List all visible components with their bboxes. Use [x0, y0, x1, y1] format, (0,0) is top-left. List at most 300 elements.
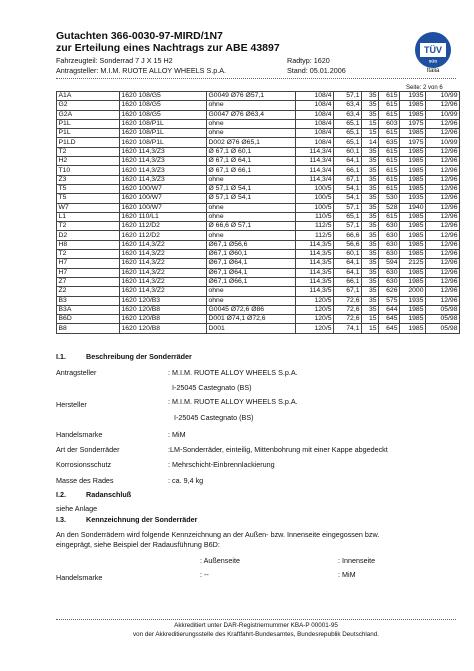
table-cell: 1620 120/B8 — [120, 315, 207, 324]
table-cell: 112/5 — [296, 231, 334, 240]
table-cell: B8 — [57, 324, 120, 333]
table-cell: 108/4 — [296, 138, 334, 147]
table-cell: T5 — [57, 184, 120, 193]
table-cell: 1975 — [400, 138, 426, 147]
hersteller-label: Hersteller — [56, 400, 87, 409]
table-cell: 615 — [379, 157, 400, 166]
table-cell: 1620 100/W7 — [120, 194, 207, 203]
table-cell: 35 — [362, 166, 379, 175]
table-cell: 15 — [362, 129, 379, 138]
table-cell: P1L — [57, 129, 120, 138]
table-cell: 1620 108/P1L — [120, 119, 207, 128]
table-cell: 15 — [362, 315, 379, 324]
table-cell: 1620 114,3/Z2 — [120, 268, 207, 277]
table-row — [57, 157, 460, 166]
art-value: :LM-Sonderräder, einteilig, Mittenbohrung mit einer Kappe abgedeckt — [168, 445, 388, 454]
table-cell: 1985 — [400, 157, 426, 166]
table-cell: Ø 57,1 Ø 54,1 — [207, 184, 296, 193]
table-cell: 1620 114,3/Z2 — [120, 250, 207, 259]
table-cell: 528 — [379, 203, 400, 212]
table-cell: 1620 114,3/Z3 — [120, 147, 207, 156]
table-cell: D001 — [207, 324, 296, 333]
table-cell: 1985 — [400, 315, 426, 324]
svg-text:TÜV: TÜV — [424, 45, 442, 55]
table-cell: 67,1 — [334, 175, 362, 184]
antragsteller-label: Antragsteller — [56, 368, 97, 377]
footer — [56, 622, 456, 639]
table-cell: T2 — [57, 250, 120, 259]
table-cell: 57,1 — [334, 222, 362, 231]
table-row — [57, 268, 460, 277]
table-row — [57, 305, 460, 314]
table-cell: 630 — [379, 268, 400, 277]
table-cell: 108/4 — [296, 110, 334, 119]
hersteller-address: I-25045 Castegnato (BS) — [174, 413, 254, 422]
table-cell: 594 — [379, 259, 400, 268]
table-cell: 1985 — [400, 231, 426, 240]
table-cell: 615 — [379, 166, 400, 175]
innenseite-label: : Innenseite — [338, 556, 376, 565]
table-cell: 1940 — [400, 203, 426, 212]
table-cell: 1620 120/B8 — [120, 305, 207, 314]
table-cell: 114,3/4 — [296, 157, 334, 166]
table-cell: 1620 108/G5 — [120, 92, 207, 101]
table-cell: 12/96 — [426, 287, 460, 296]
footer-divider — [56, 619, 456, 620]
table-cell: 12/96 — [426, 157, 460, 166]
table-cell: 35 — [362, 175, 379, 184]
table-cell: 615 — [379, 92, 400, 101]
table-cell: 1935 — [400, 92, 426, 101]
table-cell: 1620 110/L1 — [120, 212, 207, 221]
wheel-spec-table — [56, 91, 460, 334]
table-cell: Ø67,1 Ø64,1 — [207, 259, 296, 268]
table-cell: T2 — [57, 222, 120, 231]
antragsteller-value: : M.I.M. RUOTE ALLOY WHEELS S.p.A. — [168, 368, 298, 377]
table-cell: 114,3/5 — [296, 277, 334, 286]
table-cell: 12/96 — [426, 259, 460, 268]
innenseite-value: : MiM — [338, 570, 356, 579]
table-cell: 12/96 — [426, 231, 460, 240]
table-cell: 2125 — [400, 259, 426, 268]
table-cell: 05/98 — [426, 315, 460, 324]
table-cell: 108/4 — [296, 101, 334, 110]
table-row — [57, 175, 460, 184]
table-cell: P1LD — [57, 138, 120, 147]
table-cell: 35 — [362, 147, 379, 156]
table-cell: 2000 — [400, 287, 426, 296]
table-row — [57, 194, 460, 203]
table-cell: 615 — [379, 212, 400, 221]
table-row — [57, 92, 460, 101]
table-cell: 14 — [362, 138, 379, 147]
table-cell: T10 — [57, 166, 120, 175]
table-cell: 1985 — [400, 222, 426, 231]
table-cell: 05/98 — [426, 305, 460, 314]
table-cell: 12/96 — [426, 268, 460, 277]
table-cell: 1985 — [400, 250, 426, 259]
table-cell: 1975 — [400, 119, 426, 128]
table-cell: D002 Ø76 Ø65,1 — [207, 138, 296, 147]
table-cell: 100/5 — [296, 194, 334, 203]
table-cell: 12/96 — [426, 250, 460, 259]
table-cell: ohne — [207, 129, 296, 138]
table-cell: 615 — [379, 110, 400, 119]
table-cell: D2 — [57, 231, 120, 240]
footer-line1: Akkreditiert unter DAR-Registriernummer KBA-P 00001-95 — [174, 622, 338, 629]
table-cell: 615 — [379, 175, 400, 184]
table-cell: 35 — [362, 240, 379, 249]
table-cell: 54,1 — [334, 184, 362, 193]
table-row — [57, 203, 460, 212]
table-cell: 60,1 — [334, 147, 362, 156]
table-cell: Ø 57,1 Ø 54,1 — [207, 194, 296, 203]
table-row — [57, 250, 460, 259]
section-1-number: I.1. — [56, 352, 66, 361]
table-cell: 575 — [379, 296, 400, 305]
table-cell: 15 — [362, 324, 379, 333]
table-cell: H2 — [57, 157, 120, 166]
table-cell: 1985 — [400, 240, 426, 249]
table-cell: 65,1 — [334, 119, 362, 128]
table-cell: 35 — [362, 212, 379, 221]
table-cell: G0049 Ø76 Ø57,1 — [207, 92, 296, 101]
table-cell: 1985 — [400, 101, 426, 110]
table-cell: ohne — [207, 203, 296, 212]
table-cell: 1620 114,3/Z3 — [120, 157, 207, 166]
table-cell: ohne — [207, 119, 296, 128]
table-cell: 64,1 — [334, 268, 362, 277]
table-cell: 1985 — [400, 324, 426, 333]
table-cell: 35 — [362, 203, 379, 212]
table-cell: T2 — [57, 147, 120, 156]
table-cell: 630 — [379, 231, 400, 240]
table-cell: A1A — [57, 92, 120, 101]
table-row — [57, 315, 460, 324]
table-row — [57, 110, 460, 119]
table-cell: 1620 108/G5 — [120, 101, 207, 110]
table-cell: 100/5 — [296, 203, 334, 212]
table-cell: 1985 — [400, 110, 426, 119]
table-row — [57, 324, 460, 333]
table-cell: 56,6 — [334, 240, 362, 249]
masse-value: : ca. 9,4 kg — [168, 476, 204, 485]
table-cell: Z3 — [57, 175, 120, 184]
table-cell: 54,1 — [334, 194, 362, 203]
table-cell: 35 — [362, 222, 379, 231]
table-cell: 120/5 — [296, 305, 334, 314]
table-cell: 114,3/5 — [296, 259, 334, 268]
table-cell: 645 — [379, 315, 400, 324]
table-cell: 35 — [362, 287, 379, 296]
table-row — [57, 138, 460, 147]
table-cell: 1985 — [400, 147, 426, 156]
hersteller-value: : M.I.M. RUOTE ALLOY WHEELS S.p.A. — [168, 397, 298, 406]
table-cell: 120/5 — [296, 296, 334, 305]
table-cell: 1620 120/B8 — [120, 324, 207, 333]
table-cell: 35 — [362, 305, 379, 314]
table-cell: 630 — [379, 250, 400, 259]
table-cell: 1620 114,3/Z3 — [120, 166, 207, 175]
table-cell: 74,1 — [334, 324, 362, 333]
table-cell: 12/96 — [426, 119, 460, 128]
table-cell: 644 — [379, 305, 400, 314]
table-cell: 615 — [379, 129, 400, 138]
table-cell: G2A — [57, 110, 120, 119]
table-cell: 108/4 — [296, 129, 334, 138]
table-cell: ohne — [207, 296, 296, 305]
table-cell: 1620 114,3/Z2 — [120, 287, 207, 296]
table-cell: 10/99 — [426, 92, 460, 101]
table-cell: 1620 108/P1L — [120, 129, 207, 138]
antragsteller-address: I-25045 Castegnato (BS) — [172, 383, 252, 392]
table-cell: 615 — [379, 184, 400, 193]
table-cell: T5 — [57, 194, 120, 203]
table-cell: Ø67,1 Ø60,1 — [207, 250, 296, 259]
table-cell: 630 — [379, 222, 400, 231]
table-cell: 63,4 — [334, 101, 362, 110]
table-cell: 1620 120/B3 — [120, 296, 207, 305]
section-2-number: I.2. — [56, 490, 66, 499]
table-row — [57, 231, 460, 240]
table-cell: 65,1 — [334, 129, 362, 138]
table-row — [57, 129, 460, 138]
masse-label: Masse des Rades — [56, 476, 114, 485]
table-cell: Ø 67,1 Ø 66,1 — [207, 166, 296, 175]
table-cell: 114,3/5 — [296, 240, 334, 249]
table-cell: 1620 112/D2 — [120, 222, 207, 231]
table-cell: H7 — [57, 259, 120, 268]
handelsmarke-value: : MiM — [168, 430, 186, 439]
table-cell: 60,1 — [334, 250, 362, 259]
page-number: Seite: 2 von 6 — [406, 85, 443, 91]
table-cell: B3 — [57, 296, 120, 305]
table-cell: 35 — [362, 101, 379, 110]
table-cell: 1620 114,3/Z2 — [120, 240, 207, 249]
table-cell: 1620 114,3/Z2 — [120, 259, 207, 268]
table-cell: 114,3/5 — [296, 250, 334, 259]
document-title: Gutachten 366-0030-97-MIRD/1N7 — [56, 30, 223, 42]
table-cell: 35 — [362, 259, 379, 268]
table-cell: 1620 108/P1L — [120, 138, 207, 147]
table-row — [57, 287, 460, 296]
table-cell: 72,6 — [334, 296, 362, 305]
aussenseite-value: : -- — [200, 570, 209, 579]
table-cell: 1935 — [400, 194, 426, 203]
table-row — [57, 222, 460, 231]
table-cell: 65,1 — [334, 212, 362, 221]
table-cell: 1985 — [400, 305, 426, 314]
table-cell: 1985 — [400, 268, 426, 277]
table-cell: 114,3/4 — [296, 175, 334, 184]
table-cell: 120/5 — [296, 324, 334, 333]
table-cell: 615 — [379, 147, 400, 156]
korrosionsschutz-label: Korrosionsschutz — [56, 460, 112, 469]
table-cell: 635 — [379, 138, 400, 147]
table-cell: Z2 — [57, 287, 120, 296]
section-3-text-line1: An den Sonderrädern wird folgende Kennzeichnung an der Außen- bzw. Innenseite eingegossen bzw. — [56, 530, 380, 539]
table-cell: 35 — [362, 250, 379, 259]
table-cell: 1985 — [400, 166, 426, 175]
table-cell: 12/96 — [426, 101, 460, 110]
tuv-logo-icon — [413, 30, 453, 70]
table-row — [57, 101, 460, 110]
table-cell: 114,3/4 — [296, 147, 334, 156]
table-cell: 35 — [362, 268, 379, 277]
table-cell: 66,1 — [334, 277, 362, 286]
table-cell: 1935 — [400, 296, 426, 305]
table-cell: 64,1 — [334, 157, 362, 166]
table-cell: W7 — [57, 203, 120, 212]
korrosionsschutz-value: : Mehrschicht-Einbrennlackierung — [168, 460, 275, 469]
table-cell: 12/96 — [426, 203, 460, 212]
table-row — [57, 259, 460, 268]
table-cell: 35 — [362, 277, 379, 286]
table-cell: 1985 — [400, 184, 426, 193]
table-cell: 630 — [379, 277, 400, 286]
table-row — [57, 277, 460, 286]
logo-subtitle: Italia — [426, 68, 440, 74]
stand: Stand: 05.01.2006 — [287, 66, 346, 75]
table-cell: 1620 114,3/Z2 — [120, 277, 207, 286]
table-cell: 57,1 — [334, 203, 362, 212]
table-cell: D001 Ø74,1 Ø72,6 — [207, 315, 296, 324]
table-cell: 67,1 — [334, 287, 362, 296]
table-cell: 1985 — [400, 175, 426, 184]
table-cell: ohne — [207, 231, 296, 240]
table-cell: 120/5 — [296, 315, 334, 324]
table-cell: B6D — [57, 315, 120, 324]
radtyp: Radtyp: 1620 — [287, 56, 330, 65]
table-cell: 108/4 — [296, 119, 334, 128]
table-cell: 12/96 — [426, 147, 460, 156]
table-cell: Ø67,1 Ø64,1 — [207, 268, 296, 277]
aussenseite-label: : Außenseite — [200, 556, 240, 565]
table-cell: G0045 Ø72,6 Ø86 — [207, 305, 296, 314]
table-cell: 72,6 — [334, 305, 362, 314]
table-cell: 35 — [362, 184, 379, 193]
antragsteller-header: Antragsteller: M.I.M. RUOTE ALLOY WHEELS S.p.A. — [56, 66, 227, 75]
table-cell: Z7 — [57, 277, 120, 286]
fahrzeugteil: Fahrzeugteil: Sonderrad 7 J X 15 H2 — [56, 56, 173, 65]
table-cell: 05/98 — [426, 324, 460, 333]
table-cell: 114,3/5 — [296, 268, 334, 277]
document-subtitle: zur Erteilung eines Nachtrags zur ABE 43897 — [56, 42, 280, 54]
section-3-text-line2: eingeprägt, siehe Beispiel der Radausführung B6D: — [56, 540, 220, 549]
section-1-title: Beschreibung der Sonderräder — [86, 352, 192, 361]
table-cell: 630 — [379, 240, 400, 249]
table-cell: G2 — [57, 101, 120, 110]
table-cell: 12/96 — [426, 212, 460, 221]
table-cell: 114,3/5 — [296, 287, 334, 296]
table-cell: 1985 — [400, 212, 426, 221]
art-label: Art der Sonderräder — [56, 445, 120, 454]
table-cell: 63,4 — [334, 110, 362, 119]
table-cell: L1 — [57, 212, 120, 221]
svg-text:SÜD: SÜD — [428, 58, 438, 64]
table-cell: ohne — [207, 175, 296, 184]
table-cell: Ø67,1 Ø56,6 — [207, 240, 296, 249]
table-cell: 603 — [379, 119, 400, 128]
table-cell: 108/4 — [296, 92, 334, 101]
footer-line2: von der Akkreditierungsstelle des Kraftfahrt-Bundesamtes, Bundesrepublik Deutschland. — [132, 630, 380, 638]
table-cell: 35 — [362, 194, 379, 203]
table-row — [57, 296, 460, 305]
table-cell: 65,1 — [334, 138, 362, 147]
table-cell: H8 — [57, 240, 120, 249]
table-cell: Ø 67,1 Ø 64,1 — [207, 157, 296, 166]
table-cell: 12/96 — [426, 222, 460, 231]
table-cell: G0047 Ø76 Ø63,4 — [207, 110, 296, 119]
table-row — [57, 240, 460, 249]
table-cell: 12/96 — [426, 277, 460, 286]
table-cell: 1985 — [400, 277, 426, 286]
table-cell: 35 — [362, 157, 379, 166]
table-cell: 66,1 — [334, 166, 362, 175]
table-row — [57, 119, 460, 128]
table-cell: 35 — [362, 92, 379, 101]
table-cell: 12/96 — [426, 240, 460, 249]
table-row — [57, 147, 460, 156]
table-cell: 12/96 — [426, 166, 460, 175]
handelsmarke-label: Handelsmarke — [56, 430, 103, 439]
table-cell: 112/5 — [296, 222, 334, 231]
table-cell: Ø67,1 Ø66,1 — [207, 277, 296, 286]
table-cell: 114,3/4 — [296, 166, 334, 175]
table-cell: ohne — [207, 212, 296, 221]
table-cell: B3A — [57, 305, 120, 314]
table-cell: ohne — [207, 101, 296, 110]
table-cell: 35 — [362, 110, 379, 119]
kennzeichnung-handelsmarke-label: Handelsmarke — [56, 573, 103, 582]
table-cell: 15 — [362, 119, 379, 128]
table-cell: 10/99 — [426, 138, 460, 147]
section-2-title: Radanschluß — [86, 490, 132, 499]
table-cell: ohne — [207, 287, 296, 296]
table-cell: 66,6 — [334, 231, 362, 240]
table-cell: 1985 — [400, 129, 426, 138]
table-cell: 1620 100/W7 — [120, 203, 207, 212]
header-divider — [56, 78, 456, 79]
table-cell: 626 — [379, 287, 400, 296]
table-row — [57, 212, 460, 221]
table-cell: 10/99 — [426, 110, 460, 119]
table-cell: 12/96 — [426, 296, 460, 305]
section-2-text: siehe Anlage — [56, 504, 98, 513]
table-cell: 1620 100/W7 — [120, 184, 207, 193]
table-cell: Ø 67,1 Ø 60,1 — [207, 147, 296, 156]
table-cell: 100/5 — [296, 184, 334, 193]
table-cell: P1L — [57, 119, 120, 128]
table-cell: 110/5 — [296, 212, 334, 221]
table-cell: 12/96 — [426, 194, 460, 203]
table-cell: 35 — [362, 296, 379, 305]
table-cell: H7 — [57, 268, 120, 277]
section-3-title: Kennzeichnung der Sonderräder — [86, 515, 198, 524]
section-3-number: I.3. — [56, 515, 66, 524]
table-row — [57, 184, 460, 193]
table-cell: 645 — [379, 324, 400, 333]
table-cell: 64,1 — [334, 259, 362, 268]
table-cell: 615 — [379, 101, 400, 110]
table-cell: 1620 108/G5 — [120, 110, 207, 119]
table-cell: 1620 112/D2 — [120, 231, 207, 240]
table-cell: 12/96 — [426, 175, 460, 184]
table-cell: 1620 114,3/Z3 — [120, 175, 207, 184]
table-cell: 35 — [362, 231, 379, 240]
table-cell: Ø 66,6 Ø 57,1 — [207, 222, 296, 231]
table-cell: 12/96 — [426, 184, 460, 193]
